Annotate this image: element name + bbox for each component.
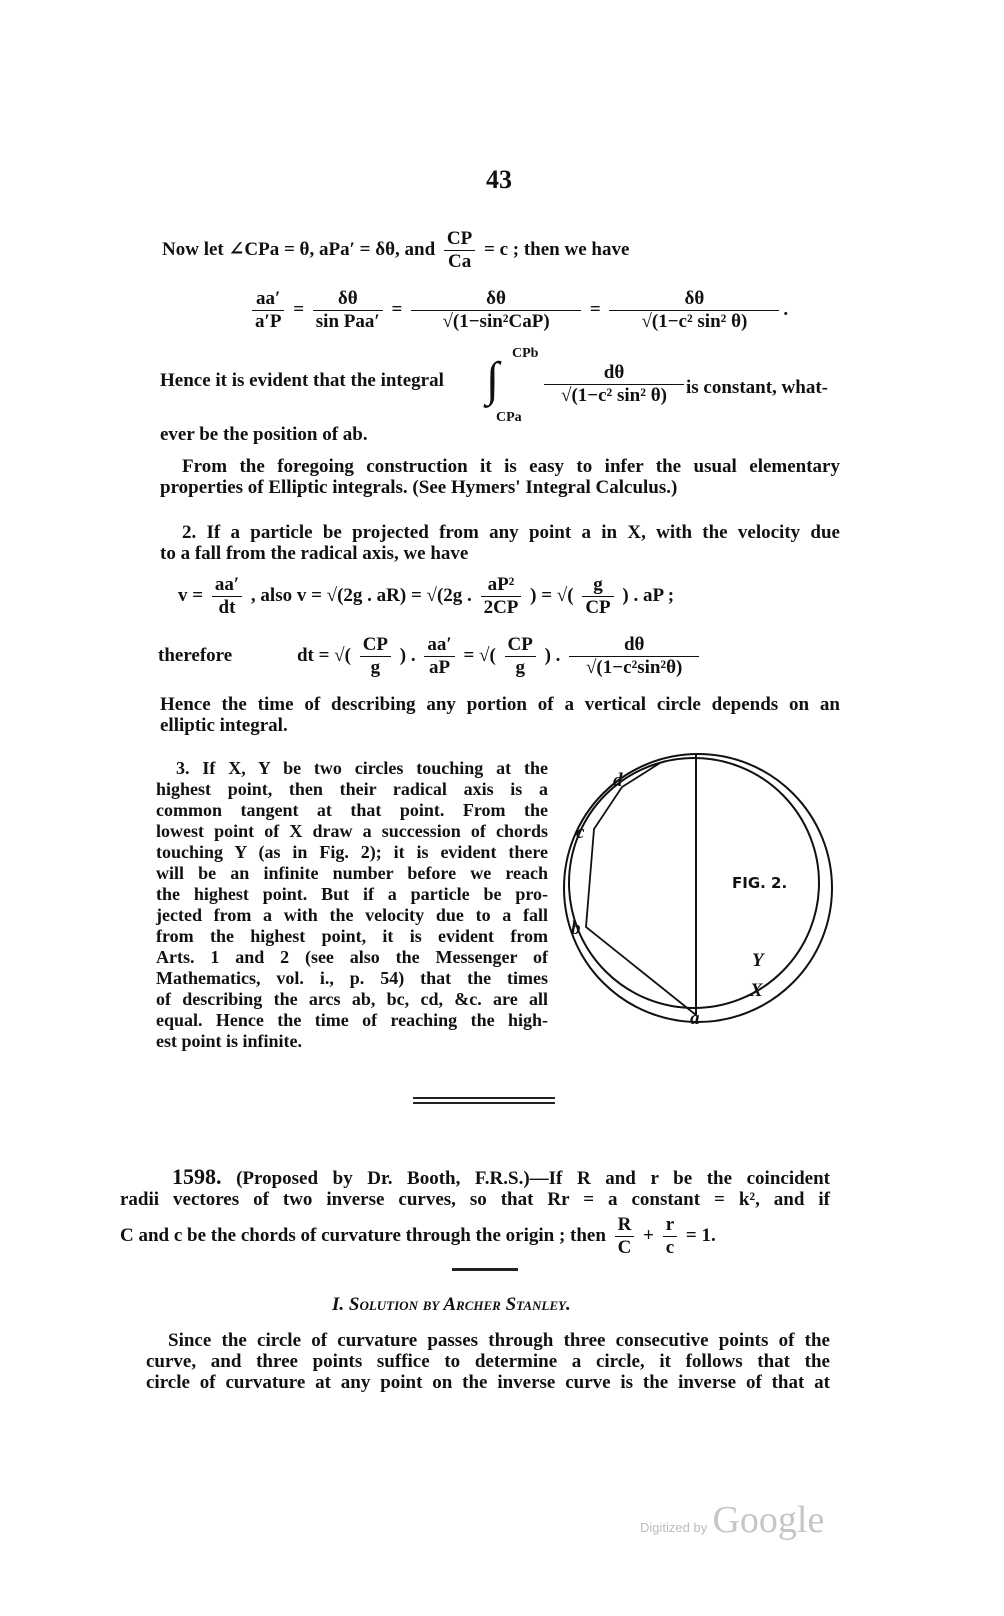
denominator: √(1−sin²CaP) — [442, 311, 550, 332]
fraction — [505, 634, 536, 679]
integral-sign-icon: ∫ — [486, 353, 500, 406]
denominator: a′P — [255, 311, 282, 332]
denominator: 2CP — [483, 597, 519, 618]
numerator: R — [615, 1214, 635, 1237]
circle-x — [564, 754, 832, 1022]
text-line: touching Y (as in Fig. 2); it is evident there — [156, 842, 548, 862]
text-line: lowest point of X draw a succession of chords — [156, 821, 548, 841]
label-d: d — [613, 770, 623, 791]
google-watermark — [640, 1498, 824, 1542]
divider — [413, 1097, 555, 1099]
text-line: 3. If X, Y be two circles touching at the — [176, 758, 548, 778]
fraction — [544, 362, 684, 407]
denominator: CP — [585, 597, 611, 618]
watermark-text: Digitized by — [640, 1520, 708, 1535]
text-line: Hence the time of describing any portion of a vertical circle depends on an — [160, 694, 840, 715]
numerator: dθ — [569, 634, 699, 657]
integrand — [540, 362, 688, 407]
fraction — [212, 574, 242, 619]
fraction — [609, 288, 779, 333]
solution-heading — [332, 1294, 571, 1316]
text-line: curve, and three points suffice to determine a circle, it follows that the — [146, 1351, 830, 1372]
numerator: dθ — [544, 362, 684, 385]
numerator: δθ — [609, 288, 779, 311]
text: Now let ∠CPa = θ, aPa′ = δθ, and — [162, 238, 436, 260]
paragraph-solution — [146, 1330, 830, 1393]
text-line: to a fall from the radical axis, we have — [160, 543, 469, 564]
figure-caption: FIG. 2. — [732, 874, 788, 892]
fraction — [481, 574, 522, 619]
numerator: aa′ — [212, 574, 242, 597]
text: = √( — [463, 644, 496, 666]
text: ) . — [399, 644, 416, 666]
text-line: of describing the arcs ab, bc, cd, &c. are all — [156, 989, 548, 1009]
label-x: X — [750, 980, 763, 1001]
fraction — [615, 1214, 635, 1259]
numerator: δθ — [411, 288, 581, 311]
integral-upper-limit: CPb — [512, 346, 539, 361]
google-logo: Google — [712, 1499, 825, 1541]
denominator: aP — [428, 657, 451, 678]
question-number: 1598. — [172, 1164, 222, 1189]
paragraph-intro — [162, 228, 629, 273]
text-line: Since the circle of curvature passes through three consecutive points of the — [168, 1330, 830, 1351]
text: ) . aP ; — [622, 584, 675, 606]
integral-sentence: Hence it is evident that the integral — [160, 370, 444, 391]
numerator: aa′ — [252, 288, 284, 311]
text-line: From the foregoing construction it is easy to infer the usual elementary — [182, 456, 840, 477]
fraction — [411, 288, 581, 333]
text: + — [643, 1224, 654, 1246]
text: ) . — [544, 644, 561, 666]
numerator: aP² — [481, 574, 522, 597]
equation-2 — [178, 574, 674, 619]
denominator: sin Paa′ — [315, 311, 380, 332]
denominator: √(1−c² sin² θ) — [561, 385, 667, 406]
numerator: g — [582, 574, 613, 597]
fraction — [313, 288, 383, 333]
denominator: C — [617, 1237, 632, 1258]
text: = 1. — [685, 1224, 716, 1246]
text: v = — [178, 584, 204, 606]
equation-3 — [158, 634, 703, 679]
denominator: √(1−c² sin² θ) — [641, 311, 748, 332]
text-line: radii vectores of two inverse curves, so that Rr = a constant = k², and if — [120, 1189, 830, 1210]
text-line: from the highest point, it is evident from — [156, 926, 548, 946]
text-line: est point is infinite. — [156, 1031, 303, 1051]
paragraph-3 — [156, 758, 548, 1052]
equation-1: $\frac{aa'}{a'P}$ = $\frac{\delta\theta}{\text{sin Paa′}}$ = $\frac{\delta\theta}{\text{√(1−sin²CaP)}}$ = $\frac{\delta\theta}{\text{√(1−c² sin² θ)}}$ . — [248, 288, 788, 333]
text-line: properties of Elliptic integrals. (See Hymers' Integral Calculus.) — [160, 477, 678, 498]
text-line: 2. If a particle be projected from any point a in X, with the velocity due — [182, 522, 840, 543]
text: , also v = √(2g . aR) = √(2g . — [250, 584, 472, 606]
text: is constant, what- — [686, 377, 828, 398]
integral-lower-limit: CPa — [496, 410, 522, 425]
paragraph-vertical-circle — [160, 694, 840, 736]
text-line: C and c be the chords of curvature through the origin ; then — [120, 1224, 606, 1246]
numerator: CP — [444, 228, 475, 251]
denominator: g — [515, 657, 525, 678]
label-a: a — [690, 1008, 700, 1029]
text: dt = √( — [296, 644, 351, 666]
numerator: δθ — [313, 288, 383, 311]
label-y: Y — [752, 950, 764, 971]
paragraph-2 — [160, 522, 840, 564]
heading: I. Solution by Archer Stanley. — [332, 1294, 571, 1315]
figure-2-diagram — [560, 745, 850, 1035]
numerator: CP — [505, 634, 536, 657]
fraction — [663, 1214, 677, 1259]
text-line: Arts. 1 and 2 (see also the Messenger of — [156, 947, 548, 967]
text-line: the highest point. But if a particle be pro- — [156, 884, 548, 904]
text: = c ; then we have — [484, 238, 630, 260]
fraction — [424, 634, 454, 679]
numerator: aa′ — [424, 634, 454, 657]
denominator: g — [370, 657, 381, 678]
numerator: CP — [360, 634, 391, 657]
text-line: (Proposed by Dr. Booth, F.R.S.)—If R and r be the coincident — [236, 1168, 830, 1189]
text-line: circle of curvature at any point on the inverse curve is the inverse of that at — [146, 1372, 830, 1393]
text-line: will be an infinite number before we reach — [156, 863, 548, 883]
divider — [452, 1268, 518, 1271]
fraction — [252, 288, 284, 333]
text: ever be the position of ab. — [160, 424, 368, 445]
text-line: jected from a with the velocity due to a fall — [156, 905, 548, 925]
text: ) = √( — [530, 584, 574, 606]
denominator: √(1−c²sin²θ) — [585, 657, 683, 678]
denominator: dt — [218, 597, 236, 618]
denominator: Ca — [447, 251, 472, 272]
fraction — [444, 228, 475, 273]
fraction — [582, 574, 613, 619]
text-line: equal. Hence the time of reaching the high- — [156, 1010, 548, 1030]
page-number: 43 — [486, 165, 512, 194]
divider — [413, 1102, 555, 1104]
chords — [586, 763, 696, 1015]
label-c: c — [576, 822, 585, 843]
text-line: common tangent at that point. From the — [156, 800, 548, 820]
label-b: b — [571, 918, 581, 939]
denominator: c — [665, 1237, 675, 1258]
fraction — [360, 634, 391, 679]
text-line: highest point, then their radical axis is a — [156, 779, 548, 799]
text-line: elliptic integral. — [160, 715, 288, 736]
numerator: r — [663, 1214, 677, 1237]
text: therefore — [158, 644, 233, 666]
paragraph-elliptic — [160, 456, 840, 498]
question-1598 — [120, 1166, 830, 1259]
text-line: Mathematics, vol. i., p. 54) that the times — [156, 968, 548, 988]
fraction — [569, 634, 699, 679]
